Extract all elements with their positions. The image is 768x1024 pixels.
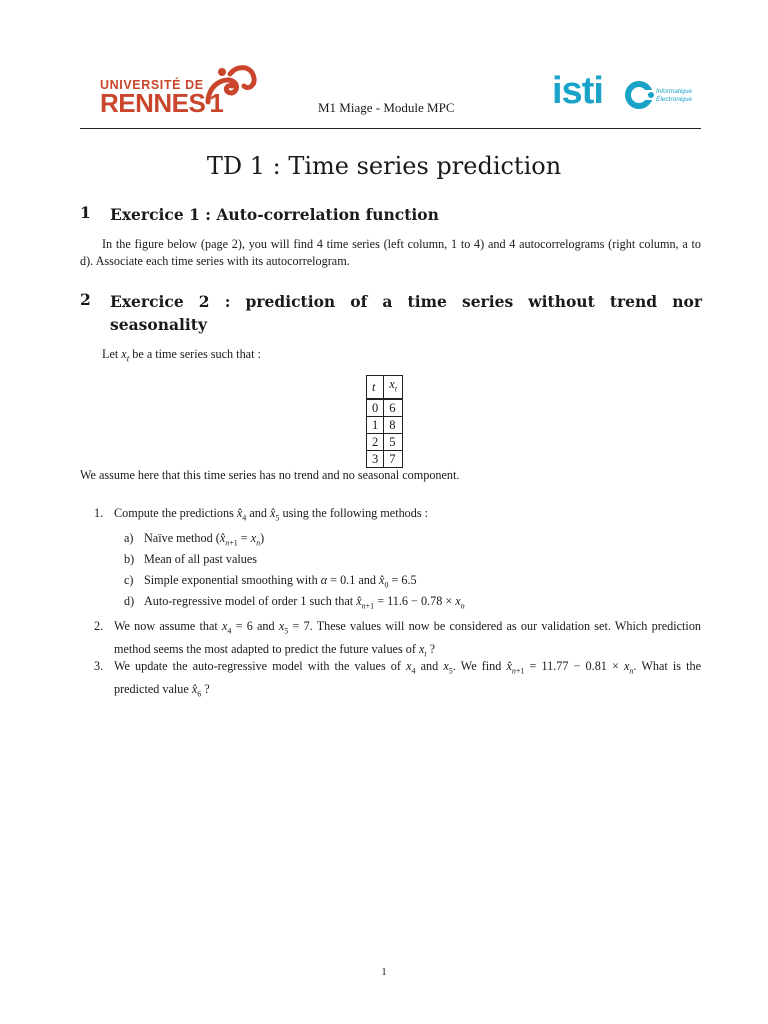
- page-number: 1: [381, 966, 387, 978]
- question-3-label: 3.: [94, 659, 104, 673]
- assumption-text: We assume here that this time series has no trend and no seasonal component.: [80, 468, 460, 482]
- question-1-text: Compute the predictions $x̂_4$ and $x̂_5$ using the following methods :: [114, 506, 429, 523]
- ermine-swirl-icon: [200, 62, 260, 110]
- section-1-title: Exercice 1 : Auto-correlation function: [110, 205, 439, 224]
- table-cell: 1: [367, 416, 384, 433]
- istic-sub-electronique: Électronique: [656, 96, 693, 103]
- istic-logo: [552, 70, 702, 114]
- table-row: [367, 433, 403, 450]
- table-header-t: t: [367, 376, 384, 399]
- table-cell: 3: [367, 450, 384, 467]
- table-header-row: [367, 376, 403, 399]
- section-2-intro: Let $x_t$ be a time series such that :: [102, 347, 261, 364]
- table-cell: 7: [384, 450, 403, 467]
- section-1-number: 1: [80, 203, 91, 222]
- university-rennes-logo: [100, 62, 260, 120]
- table-header-xt: $x_t$: [384, 376, 403, 399]
- logo-rennes-line1: UNIVERSITÉ DE: [100, 78, 204, 92]
- logo-rennes-line2: RENNES 1: [100, 88, 224, 118]
- table-cell: 5: [384, 433, 403, 450]
- table-cell: 2: [367, 433, 384, 450]
- question-1-label: 1.: [94, 506, 104, 520]
- istic-logo-word: isti: [552, 70, 603, 112]
- document-title: TD 1 : Time series prediction: [206, 152, 562, 180]
- table-row: [367, 416, 403, 433]
- page-header: [80, 62, 701, 128]
- time-series-table: [366, 375, 403, 468]
- istic-c-icon: [624, 80, 658, 110]
- table-cell: 6: [384, 399, 403, 417]
- section-1-paragraph: In the figure below (page 2), you will find 4 time series (left column, 1 to 4) and 4 autocorrelograms (right column, a to d). Associate each time series with its autocorrelogram.: [80, 237, 701, 268]
- question-2-text: We now assume that $x_4 = 6$ and $x_5 = 7$. These values will now be considered as our validation set. Which prediction method seems the most adapted to predict the future values of $x_t$ ?: [114, 619, 702, 659]
- table-cell: 8: [384, 416, 403, 433]
- table-row: [367, 450, 403, 467]
- table-cell: 0: [367, 399, 384, 417]
- question-3-text: We update the auto-regressive model with the values of $x_4$ and $x_5$. We find $x̂_{n+1} = 11.77 - 0.81 \times x_n$. What is the predicted value $x̂_6$ ?: [114, 659, 701, 699]
- section-2-number: 2: [80, 290, 91, 309]
- table-row: [367, 399, 403, 417]
- section-2-title: Exercice 2 : prediction of a time series without trend nor seasonality: [110, 292, 702, 334]
- question-2-label: 2.: [94, 619, 104, 633]
- header-rule: [80, 128, 701, 129]
- course-label: M1 Miage - Module MPC: [318, 100, 455, 115]
- istic-sub-informatique: Informatique: [656, 88, 693, 95]
